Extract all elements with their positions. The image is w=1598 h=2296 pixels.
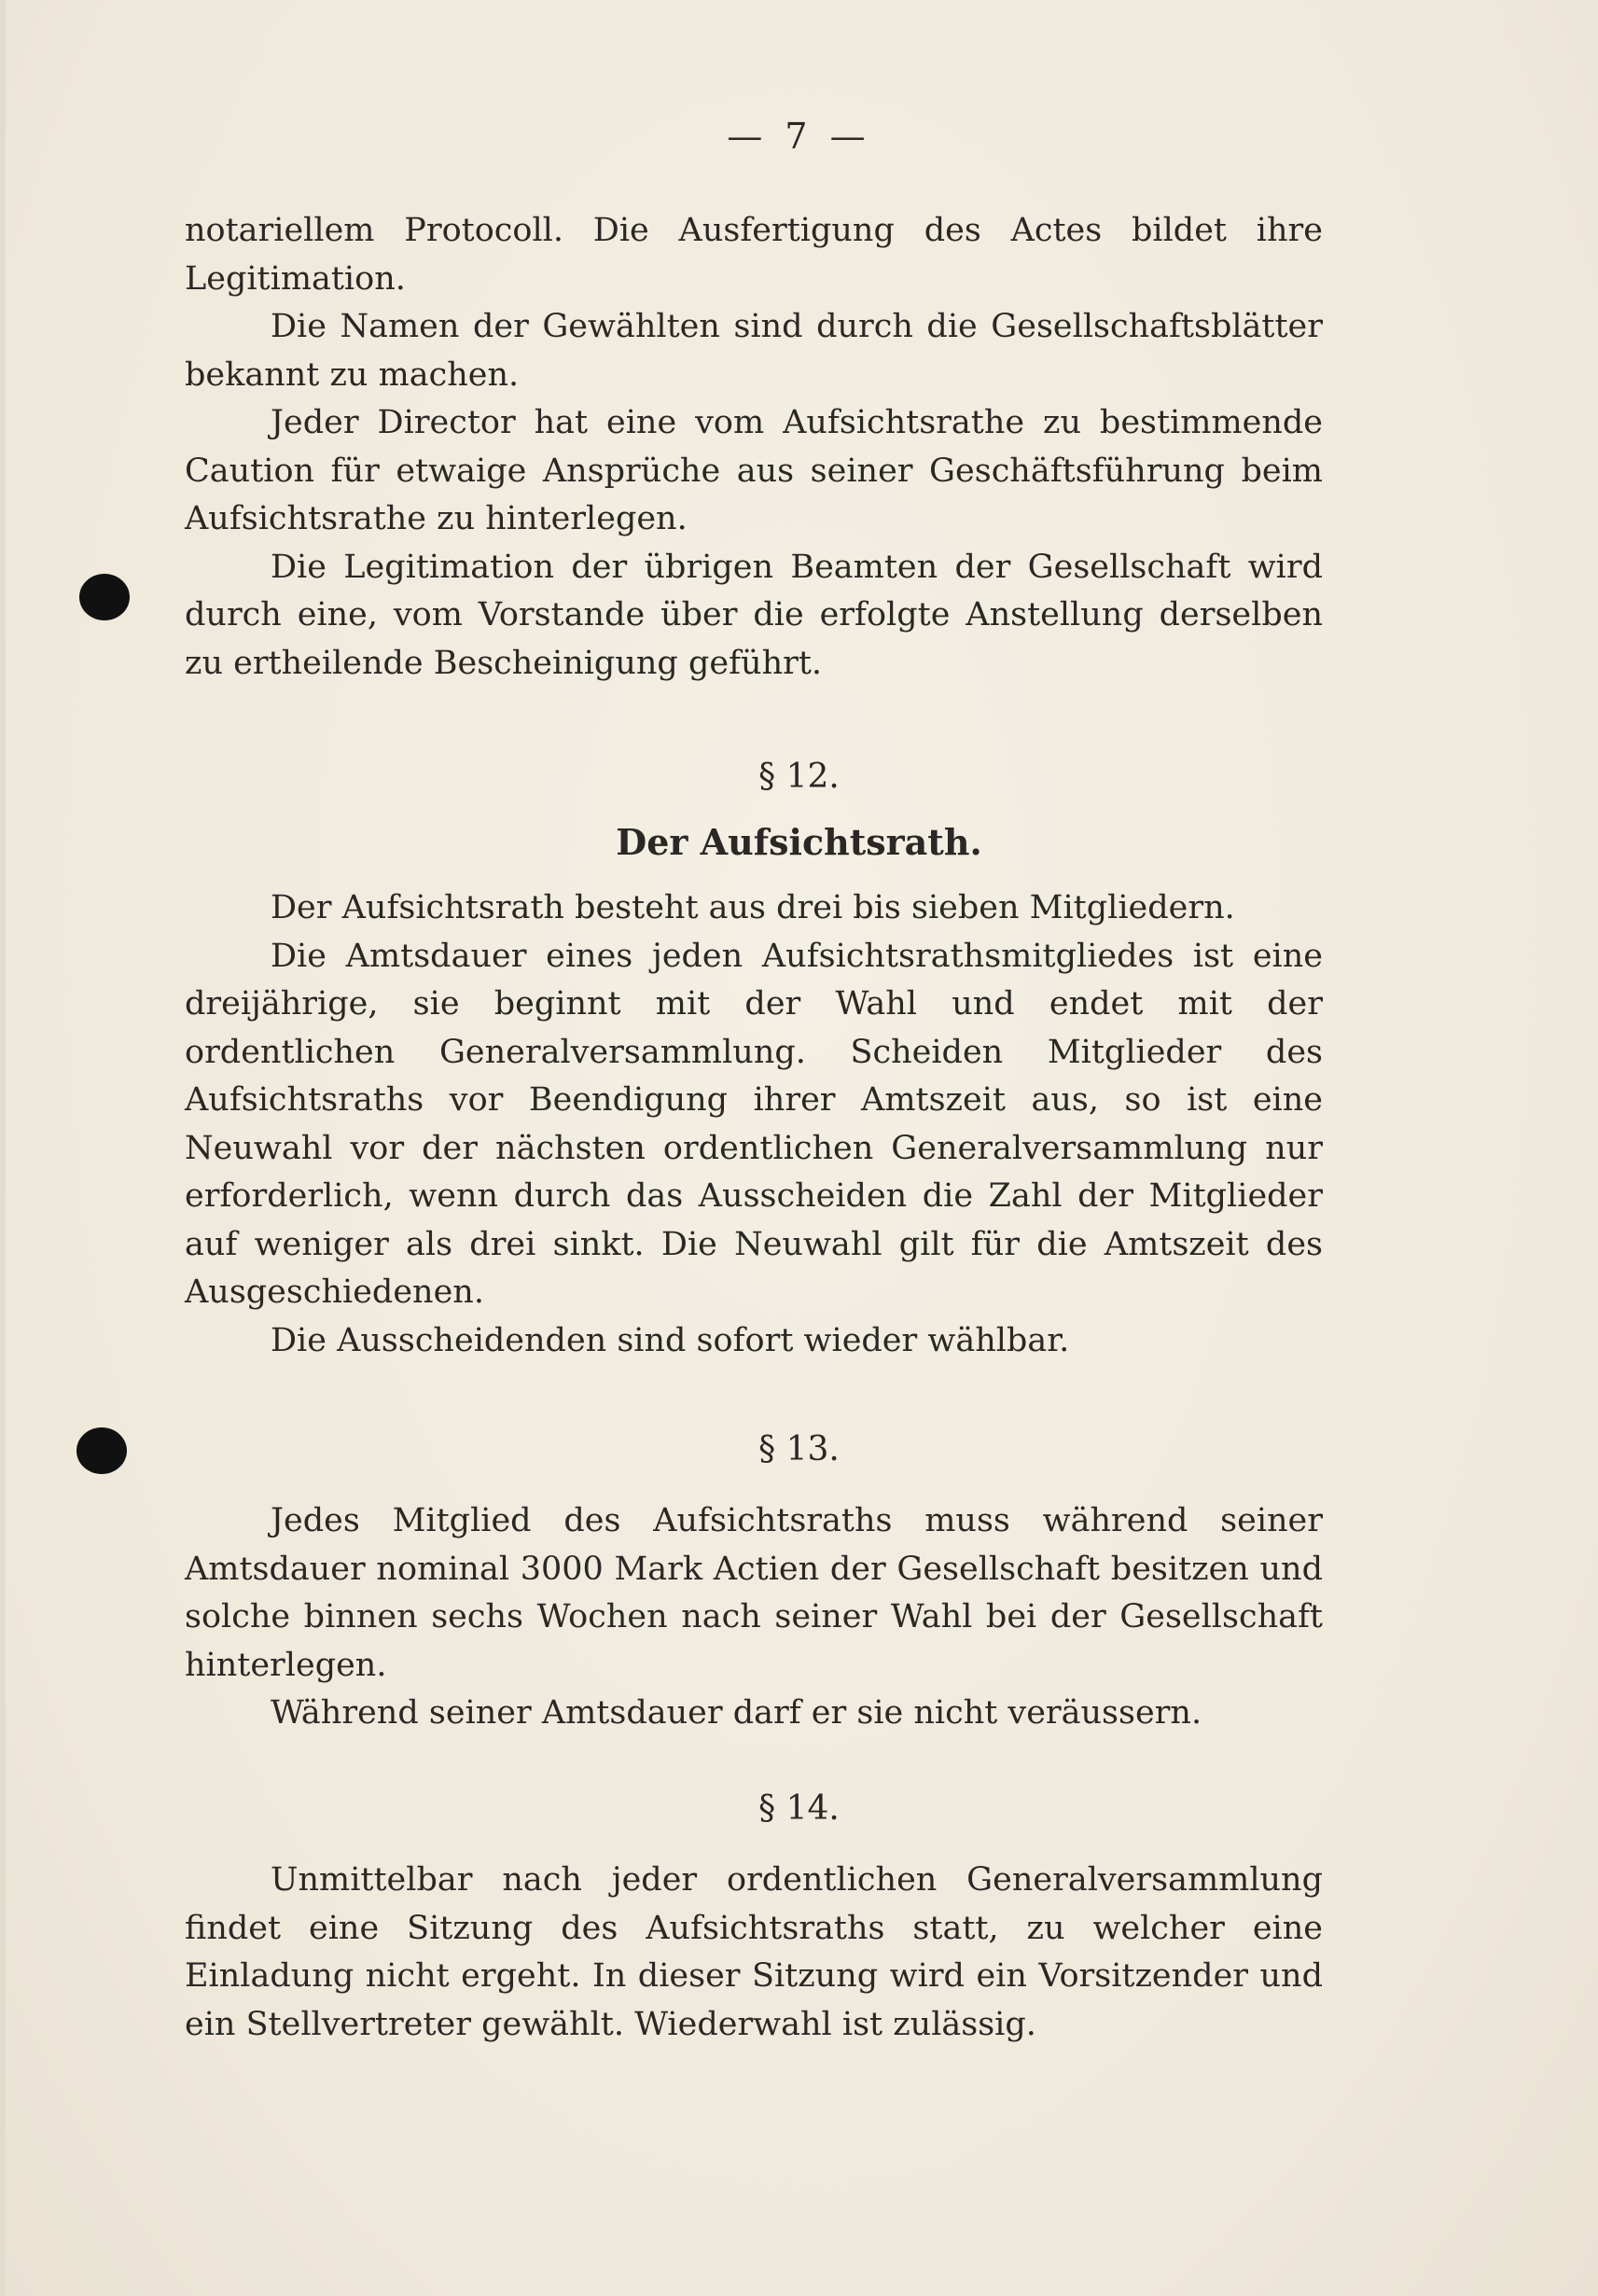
paragraph: Die Amtsdauer eines jeden Aufsichtsrathsmitgliedes ist eine dreijährige, sie beginnt mit der Wahl und endet mit der ordentlichen Generalversammlung. Scheiden Mitglieder des Aufsichtsraths vor Beendigung ihrer Amtszeit aus, so ist eine Neuwahl vor der nächsten ordentlichen Generalversammlung nur erforderlich, wenn durch das Ausscheiden die Zahl der Mitglieder auf weniger als drei sinkt. Die Neuwahl gilt für die Amtszeit des Ausgeschiedenen.: [185, 937, 1323, 1311]
opening-block: [185, 207, 1323, 688]
paragraph: Unmittelbar nach jeder ordentlichen Generalversammlung findet eine Sitzung des Aufsichtsraths statt, zu welcher eine Einladung nicht ergeht. In dieser Sitzung wird ein Vorsitzender und ein Stellvertreter gewählt. Wiederwahl ist zulässig.: [185, 1861, 1323, 2043]
paragraph: Der Aufsichtsrath besteht aus drei bis sieben Mitgliedern.: [271, 889, 1235, 926]
paragraph: Die Namen der Gewählten sind durch die Gesellschaftsblätter bekannt zu machen.: [185, 308, 1323, 394]
section-14-body: [185, 1857, 1323, 2049]
paragraph: Jeder Director hat eine vom Aufsichtsrathe zu bestimmende Caution für etwaige Ansprüche aus seiner Geschäftsführung beim Aufsichtsrathe zu hinterlegen.: [185, 404, 1323, 537]
paragraph: Die Legitimation der übrigen Beamten der Gesellschaft wird durch eine, vom Vorstande über die erfolgte Anstellung derselben zu ertheilende Bescheinigung geführt.: [185, 548, 1323, 682]
page-number: — 7 —: [727, 116, 871, 157]
section-13-body: [185, 1497, 1323, 1738]
punch-hole: [79, 574, 130, 620]
paragraph: notariellem Protocoll. Die Ausfertigung des Actes bildet ihre Legitimation.: [185, 212, 1323, 298]
section-12-number: § 12.: [758, 758, 840, 796]
paragraph: Während seiner Amtsdauer darf er sie nicht veräussern.: [271, 1694, 1202, 1732]
paragraph: Die Ausscheidenden sind sofort wieder wählbar.: [271, 1321, 1070, 1359]
section-12-title: Der Aufsichtsrath.: [616, 821, 982, 863]
section-13-number: § 13.: [758, 1430, 840, 1468]
section-14-number: § 14.: [758, 1789, 840, 1828]
section-12-body: [185, 884, 1323, 1365]
page-edge: [0, 0, 6, 2296]
paragraph: Jedes Mitglied des Aufsichtsraths muss während seiner Amtsdauer nominal 3000 Mark Actien der Gesellschaft besitzen und solche binnen sechs Wochen nach seiner Wahl bei der Gesellschaft hinterlegen.: [185, 1502, 1323, 1684]
